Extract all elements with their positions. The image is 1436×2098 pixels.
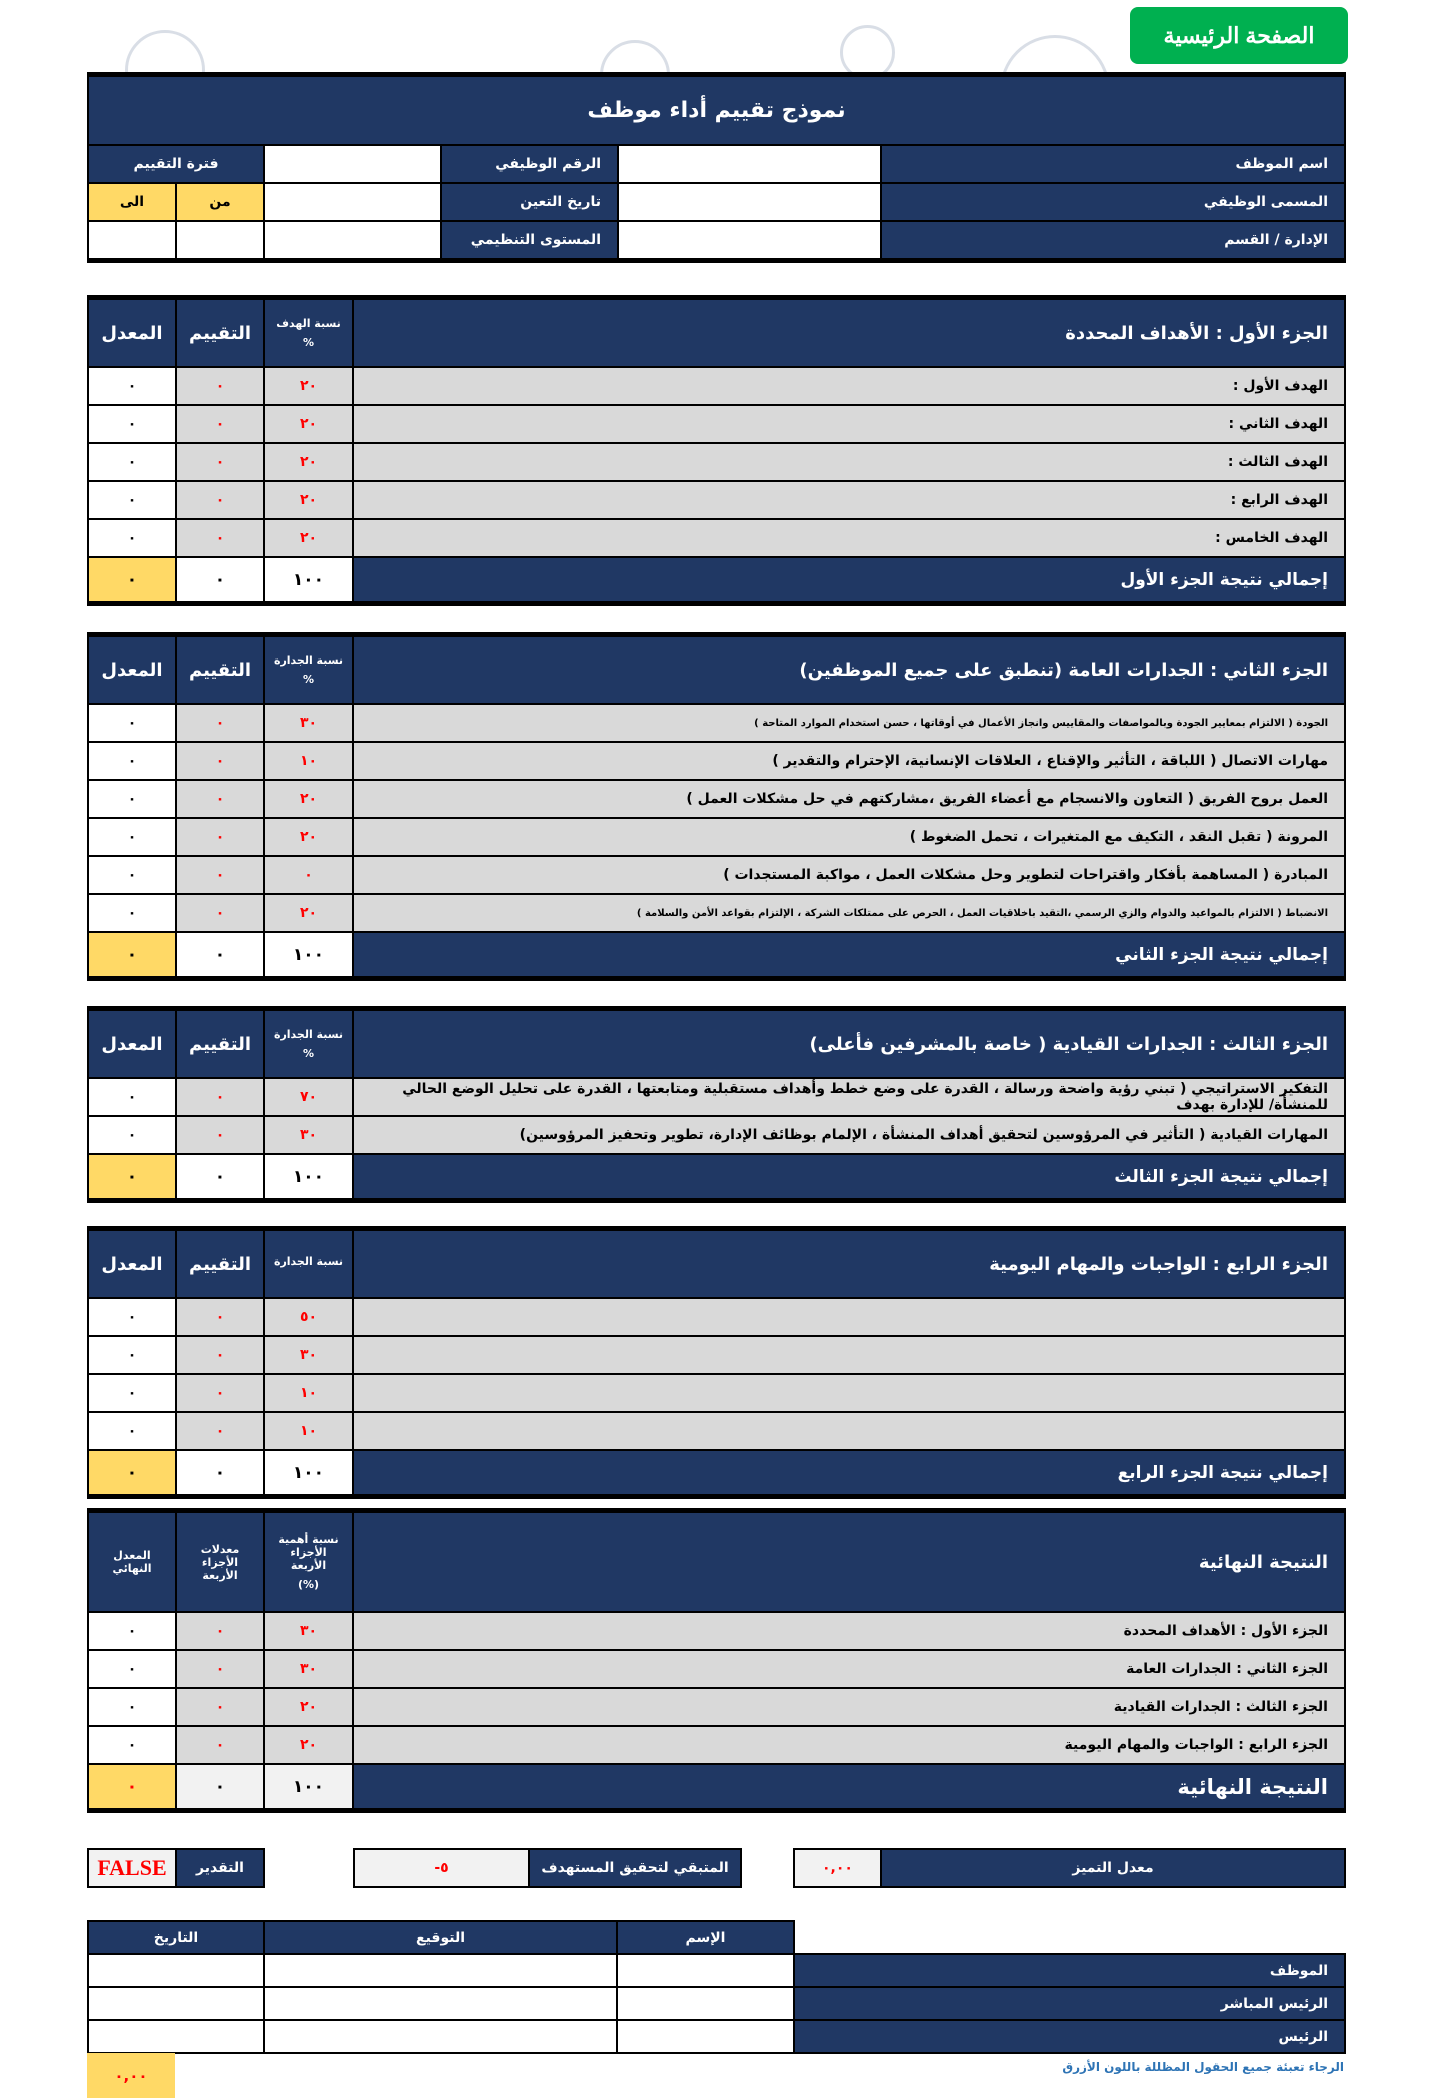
- summary-row: [87, 1848, 1346, 1888]
- row-rating-input[interactable]: ٠: [176, 1612, 264, 1650]
- employee-id-label: الرقم الوظيفي: [441, 145, 618, 183]
- weight-header-label: نسبة الهدف: [276, 317, 341, 330]
- date-input[interactable]: [88, 1954, 264, 1987]
- row-rating-input[interactable]: ٠: [176, 894, 264, 932]
- table-row: [88, 481, 1345, 519]
- row-label: الجزء الثالث : الجدارات القيادية: [353, 1688, 1345, 1726]
- row-weight: ٣٠: [264, 1336, 353, 1374]
- rating-column-header: التقييم: [176, 636, 264, 704]
- table-row: [88, 1726, 1345, 1764]
- row-average: ٠: [88, 1688, 176, 1726]
- total-weight: ١٠٠: [264, 932, 353, 977]
- total-average: ٠: [88, 557, 176, 602]
- row-label: المرونة ( تقبل النقد ، التكيف مع المتغيرات ، تحمل الضغوط ): [353, 818, 1345, 856]
- employee-name-input[interactable]: [618, 145, 881, 183]
- weight-column-header: [264, 1230, 353, 1298]
- total-average: ٠: [88, 1450, 176, 1495]
- total-weight: ١٠٠: [264, 1764, 353, 1809]
- row-weight: ٣٠: [264, 1116, 353, 1154]
- row-average: ٠: [88, 894, 176, 932]
- row-rating-input[interactable]: ٠: [176, 519, 264, 557]
- row-label: الجزء الأول : الأهداف المحددة: [353, 1612, 1345, 1650]
- row-weight: ٢٠: [264, 367, 353, 405]
- row-rating-input[interactable]: ٠: [176, 856, 264, 894]
- row-label: الهدف الثاني :: [353, 405, 1345, 443]
- org-level-input[interactable]: [264, 221, 441, 259]
- row-rating-input[interactable]: ٠: [176, 405, 264, 443]
- row-label: الهدف الثالث :: [353, 443, 1345, 481]
- weight-header-label: نسبة الجدارة: [273, 1254, 344, 1268]
- total-row: [88, 1154, 1345, 1199]
- evaluation-part-1: [87, 295, 1346, 606]
- row-label: الجزء الرابع : الواجبات والمهام اليومية: [353, 1726, 1345, 1764]
- table-row: [88, 367, 1345, 405]
- row-label: الهدف الخامس :: [353, 519, 1345, 557]
- date-input[interactable]: [88, 1987, 264, 2020]
- row-weight: ٢٠: [264, 519, 353, 557]
- weight-header-unit: %: [302, 336, 315, 349]
- row-average: ٠: [88, 1650, 176, 1688]
- row-label[interactable]: [353, 1336, 1345, 1374]
- row-average: ٠: [88, 481, 176, 519]
- avg-column-header: المعدل: [88, 299, 176, 367]
- name-input[interactable]: [617, 1954, 794, 1987]
- period-label: فترة التقييم: [88, 145, 264, 183]
- avg-column-header: المعدل النهائي: [88, 1512, 176, 1612]
- total-row: [88, 932, 1345, 977]
- row-average: ٠: [88, 1612, 176, 1650]
- row-average: ٠: [88, 818, 176, 856]
- grade-value: FALSE: [88, 1849, 176, 1887]
- total-average: ٠: [88, 1764, 176, 1809]
- row-weight: ٢٠: [264, 818, 353, 856]
- evaluation-part-2: [87, 632, 1346, 981]
- grade-label: التقدير: [176, 1849, 264, 1887]
- row-label: الجزء الثاني : الجدارات العامة: [353, 1650, 1345, 1688]
- row-average: ٠: [88, 704, 176, 742]
- rating-column-header: التقييم: [176, 1010, 264, 1078]
- row-weight: ٣٠: [264, 1650, 353, 1688]
- table-row: [88, 1078, 1345, 1116]
- name-input[interactable]: [617, 1987, 794, 2020]
- table-row: [88, 1688, 1345, 1726]
- signature-header: التوقيع: [264, 1921, 617, 1954]
- total-row: [88, 1764, 1345, 1809]
- row-average: ٠: [88, 1726, 176, 1764]
- total-label: إجمالي نتيجة الجزء الأول: [353, 557, 1345, 602]
- employee-id-input[interactable]: [264, 145, 441, 183]
- excellence-rate-value: ٠,٠٠: [794, 1849, 881, 1887]
- row-label: التفكير الاستراتيجي ( تبني رؤية واضحة ورسالة ، القدرة على وضع خطط وأهداف مستقبلية ومتابعتها ، القدرة على تحليل الوضع الحالي للمنشأة/ للإدارة بهدف: [353, 1078, 1345, 1116]
- row-weight: ٢٠: [264, 1726, 353, 1764]
- rating-column-header: معدلات الأجزاء الأربعة: [176, 1512, 264, 1612]
- table-row: [88, 1650, 1345, 1688]
- fill-instructions-note: الرجاء تعبئة جميع الحقول المظللة باللون الأزرق: [1062, 2060, 1344, 2074]
- row-rating-input[interactable]: ٠: [176, 1726, 264, 1764]
- row-label[interactable]: [353, 1298, 1345, 1336]
- from-label: من: [176, 183, 264, 221]
- date-header: التاريخ: [88, 1921, 264, 1954]
- section-title: الجزء الثالث : الجدارات القيادية ( خاصة بالمشرفين فأعلى): [353, 1010, 1345, 1078]
- total-rating: ٠: [176, 1154, 264, 1199]
- section-title: الجزء الرابع : الواجبات والمهام اليومية: [353, 1230, 1345, 1298]
- row-average: ٠: [88, 1412, 176, 1450]
- row-weight: ٠: [264, 856, 353, 894]
- row-weight: ١٠: [264, 1412, 353, 1450]
- weight-header-unit: %: [302, 673, 315, 686]
- table-row: [88, 443, 1345, 481]
- table-row: [88, 856, 1345, 894]
- signature-input[interactable]: [264, 2020, 617, 2053]
- total-rating: ٠: [176, 1764, 264, 1809]
- table-row: [88, 1412, 1345, 1450]
- row-weight: ٧٠: [264, 1078, 353, 1116]
- footer-value: ٠,٠٠: [87, 2053, 175, 2098]
- row-rating-input[interactable]: ٠: [176, 1116, 264, 1154]
- section-title: الجزء الثاني : الجدارات العامة (تنطبق على جميع الموظفين): [353, 636, 1345, 704]
- evaluation-part-5: [87, 1508, 1346, 1813]
- job-title-label: المسمى الوظيفي: [881, 183, 1345, 221]
- row-label: المبادرة ( المساهمة بأفكار واقتراحات لتطوير وحل مشكلات العمل ، مواكبة المستجدات ): [353, 856, 1345, 894]
- total-label: النتيجة النهائية: [353, 1764, 1345, 1809]
- row-rating-input[interactable]: ٠: [176, 818, 264, 856]
- row-average: ٠: [88, 742, 176, 780]
- row-weight: ١٠: [264, 1374, 353, 1412]
- row-rating-input[interactable]: ٠: [176, 1298, 264, 1336]
- remaining-value: -٥: [354, 1849, 529, 1887]
- form-title: نموذج تقييم أداء موظف: [88, 76, 1345, 145]
- row-average: ٠: [88, 1298, 176, 1336]
- row-rating-input[interactable]: ٠: [176, 742, 264, 780]
- signature-input[interactable]: [264, 1954, 617, 1987]
- row-label: المهارات القيادية ( التأثير في المرؤوسين لتحقيق أهداف المنشأة ، الإلمام بوظائف الإدارة، تطوير وتحفيز المرؤوسين): [353, 1116, 1345, 1154]
- row-weight: ٢٠: [264, 1688, 353, 1726]
- weight-column-header: [264, 299, 353, 367]
- org-level-label: المستوى التنظيمي: [441, 221, 618, 259]
- total-rating: ٠: [176, 1450, 264, 1495]
- row-rating-input[interactable]: ٠: [176, 1374, 264, 1412]
- row-label: مهارات الاتصال ( اللباقة ، التأثير والإقناع ، العلاقات الإنسانية، الإحترام والتقدير ): [353, 742, 1345, 780]
- name-header: الإسم: [617, 1921, 794, 1954]
- row-average: ٠: [88, 856, 176, 894]
- row-rating-input[interactable]: ٠: [176, 367, 264, 405]
- remaining-label: المتبقي لتحقيق المستهدف: [529, 1849, 741, 1887]
- avg-column-header: المعدل: [88, 1230, 176, 1298]
- row-weight: ١٠: [264, 742, 353, 780]
- total-row: [88, 1450, 1345, 1495]
- total-label: إجمالي نتيجة الجزء الثالث: [353, 1154, 1345, 1199]
- row-label[interactable]: [353, 1412, 1345, 1450]
- table-row: [88, 1612, 1345, 1650]
- weight-header-label: نسبة الجدارة: [273, 654, 344, 667]
- signatures-table: [87, 1920, 1346, 2054]
- evaluation-part-3: [87, 1006, 1346, 1203]
- total-average: ٠: [88, 1154, 176, 1199]
- row-average: ٠: [88, 780, 176, 818]
- row-rating-input[interactable]: ٠: [176, 704, 264, 742]
- table-row: [88, 704, 1345, 742]
- hire-date-input[interactable]: [264, 183, 441, 221]
- table-row: [88, 405, 1345, 443]
- row-label[interactable]: [353, 1374, 1345, 1412]
- name-input[interactable]: [617, 2020, 794, 2053]
- row-label: الهدف الأول :: [353, 367, 1345, 405]
- total-label: إجمالي نتيجة الجزء الثاني: [353, 932, 1345, 977]
- row-label: الانضباط ( الالتزام بالمواعيد والدوام والزي الرسمي ،التقيد باخلاقيات العمل ، الحرص على ممتلكات الشركة ، الإلتزام بقواعد الأمن والسلامة ): [353, 894, 1345, 932]
- weight-header-unit: (%): [297, 1578, 320, 1591]
- row-weight: ٢٠: [264, 894, 353, 932]
- employee-info-section: [87, 72, 1346, 263]
- total-weight: ١٠٠: [264, 557, 353, 602]
- row-rating-input[interactable]: ٠: [176, 1650, 264, 1688]
- row-weight: ٢٠: [264, 443, 353, 481]
- row-rating-input[interactable]: ٠: [176, 1412, 264, 1450]
- row-rating-input[interactable]: ٠: [176, 443, 264, 481]
- weight-header-label: نسبة أهمية الأجزاء الأربعة: [278, 1533, 339, 1572]
- weight-header-label: نسبة الجدارة: [273, 1028, 344, 1041]
- table-row: [88, 1298, 1345, 1336]
- rating-column-header: التقييم: [176, 299, 264, 367]
- section-title: الجزء الأول : الأهداف المحددة: [353, 299, 1345, 367]
- row-weight: ٢٠: [264, 481, 353, 519]
- row-rating-input[interactable]: ٠: [176, 481, 264, 519]
- avg-column-header: المعدل: [88, 1010, 176, 1078]
- total-rating: ٠: [176, 932, 264, 977]
- table-row: [88, 519, 1345, 557]
- total-rating: ٠: [176, 557, 264, 602]
- row-average: ٠: [88, 1336, 176, 1374]
- signer-manager: الرئيس: [794, 2020, 1345, 2053]
- excellence-rate-label: معدل التميز: [881, 1849, 1345, 1887]
- total-average: ٠: [88, 932, 176, 977]
- avg-column-header: المعدل: [88, 636, 176, 704]
- table-row: [88, 742, 1345, 780]
- row-average: ٠: [88, 1374, 176, 1412]
- signer-employee: الموظف: [794, 1954, 1345, 1987]
- table-row: [88, 780, 1345, 818]
- period-from-input[interactable]: [176, 221, 264, 259]
- table-row: [88, 818, 1345, 856]
- table-row: [88, 894, 1345, 932]
- evaluation-part-4: [87, 1226, 1346, 1499]
- row-average: ٠: [88, 405, 176, 443]
- row-rating-input[interactable]: ٠: [176, 1078, 264, 1116]
- signature-input[interactable]: [264, 1987, 617, 2020]
- weight-column-header: [264, 1010, 353, 1078]
- row-weight: ٥٠: [264, 1298, 353, 1336]
- row-weight: ٣٠: [264, 704, 353, 742]
- rating-column-header: التقييم: [176, 1230, 264, 1298]
- department-label: الإدارة / القسم: [881, 221, 1345, 259]
- total-label: إجمالي نتيجة الجزء الرابع: [353, 1450, 1345, 1495]
- row-average: ٠: [88, 367, 176, 405]
- row-label: العمل بروح الفريق ( التعاون والانسجام مع أعضاء الفريق ،مشاركتهم في حل مشكلات العمل ): [353, 780, 1345, 818]
- table-row: [88, 1336, 1345, 1374]
- department-input[interactable]: [618, 221, 881, 259]
- row-weight: ٢٠: [264, 780, 353, 818]
- table-row: [88, 1116, 1345, 1154]
- row-label: الجودة ( الالتزام بمعايير الجودة وبالمواصفات والمقاييس وانجاز الأعمال في أوقاتها ، حسن استخدام الموارد المتاحة ): [353, 704, 1345, 742]
- total-weight: ١٠٠: [264, 1450, 353, 1495]
- employee-name-label: اسم الموظف: [881, 145, 1345, 183]
- home-button[interactable]: الصفحة الرئيسية: [1130, 7, 1348, 64]
- table-row: [88, 1374, 1345, 1412]
- hire-date-label: تاريخ التعين: [441, 183, 618, 221]
- weight-header-unit: %: [302, 1047, 315, 1060]
- row-average: ٠: [88, 1116, 176, 1154]
- to-label: الى: [88, 183, 176, 221]
- date-input[interactable]: [88, 2020, 264, 2053]
- row-average: ٠: [88, 443, 176, 481]
- row-rating-input[interactable]: ٠: [176, 780, 264, 818]
- row-average: ٠: [88, 1078, 176, 1116]
- weight-column-header: [264, 1512, 353, 1612]
- row-label: الهدف الرابع :: [353, 481, 1345, 519]
- total-weight: ١٠٠: [264, 1154, 353, 1199]
- total-row: [88, 557, 1345, 602]
- weight-column-header: [264, 636, 353, 704]
- row-weight: ٣٠: [264, 1612, 353, 1650]
- section-title: النتيجة النهائية: [353, 1512, 1345, 1612]
- job-title-input[interactable]: [618, 183, 881, 221]
- row-weight: ٢٠: [264, 405, 353, 443]
- signer-direct-manager: الرئيس المباشر: [794, 1987, 1345, 2020]
- row-rating-input[interactable]: ٠: [176, 1688, 264, 1726]
- row-average: ٠: [88, 519, 176, 557]
- period-to-input[interactable]: [88, 221, 176, 259]
- row-rating-input[interactable]: ٠: [176, 1336, 264, 1374]
